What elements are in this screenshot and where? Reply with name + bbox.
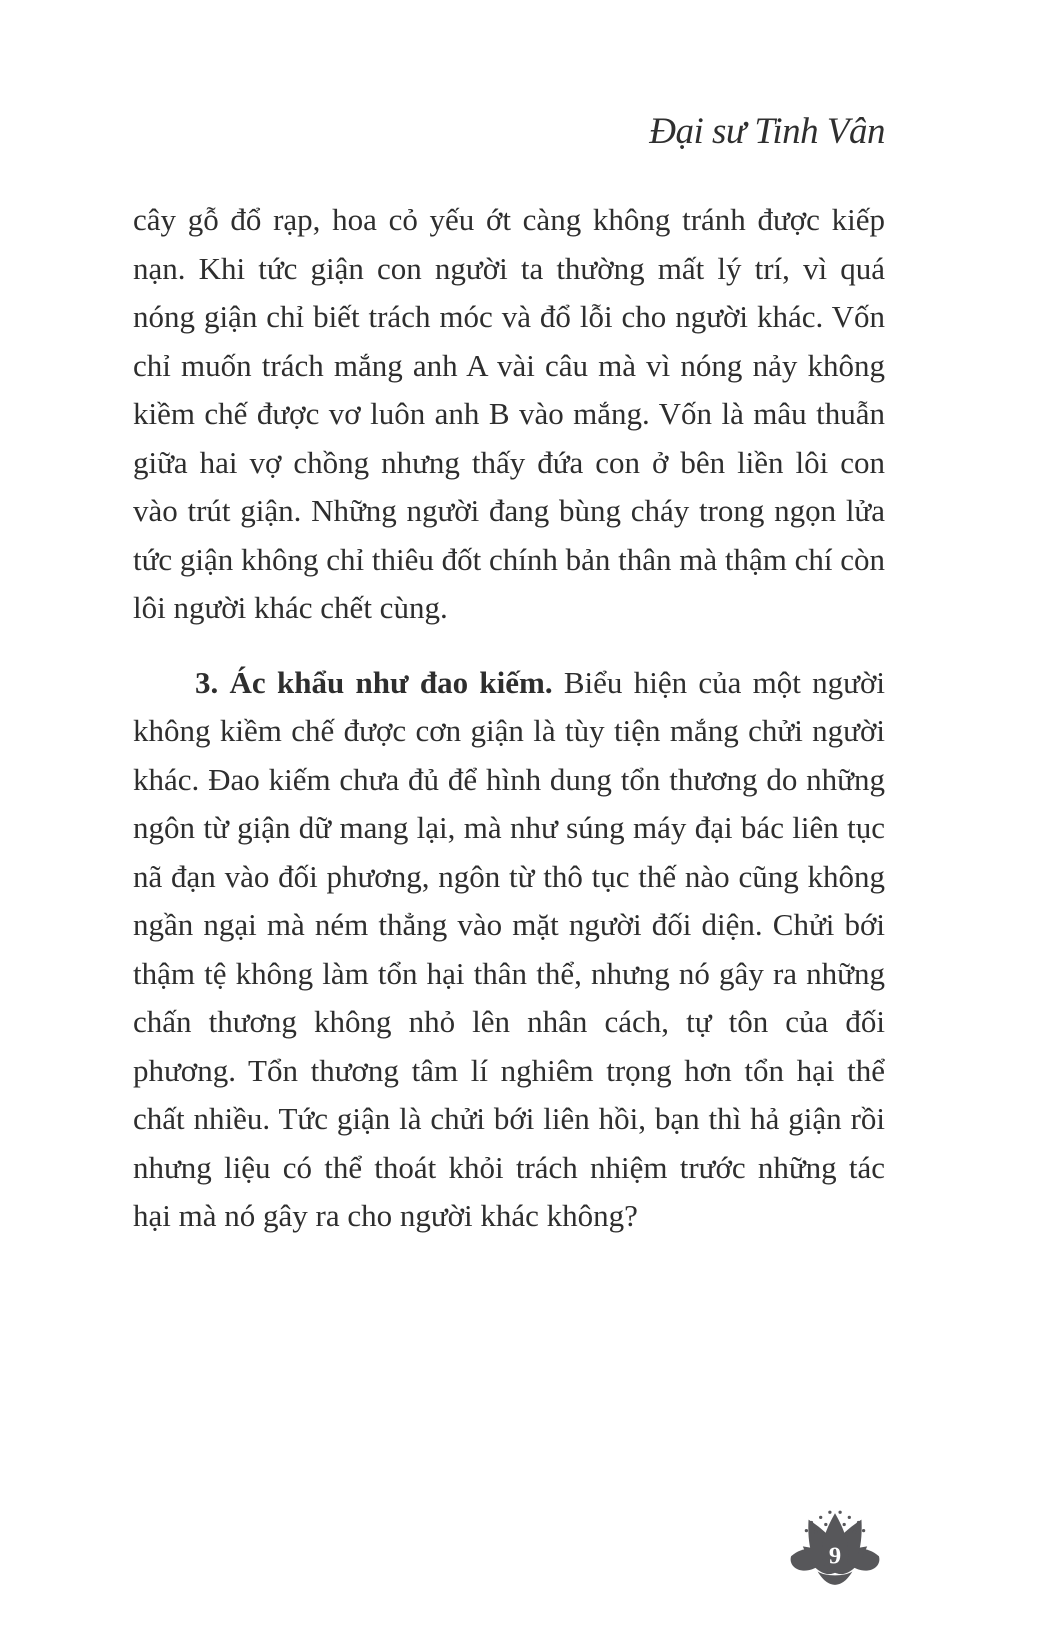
- paragraph: cây gỗ đổ rạp, hoa cỏ yếu ớt càng không tránh được kiếp nạn. Khi tức giận con người ta thường mất lý trí, vì quá nóng giận chỉ biết trách móc và đổ lỗi cho người khác. Vốn chỉ muốn trách mắng anh A vài câu mà vì nóng nảy không kiềm chế được vơ luôn anh B vào mắng. Vốn là mâu thuẫn giữa hai vợ chồng nhưng thấy đứa con ở bên liền lôi con vào trút giận. Những người đang bùng cháy trong ngọn lửa tức giận không chỉ thiêu đốt chính bản thân mà thậm chí còn lôi người khác chết cùng.: [133, 202, 886, 625]
- paragraph-text: Biểu hiện của một người không kiềm chế được cơn giận là tùy tiện mắng chửi người khác. Đao kiếm chưa đủ để hình dung tổn thương do những ngôn từ giận dữ mang lại, mà như súng máy đại bác liên tục nã đạn vào đối phương, ngôn từ thô tục thế nào cũng không ngần ngại mà ném thẳng vào mặt người đối diện. Chửi bới thậm tệ không làm tổn hại thân thể, nhưng nó gây ra những chấn thương không nhỏ lên nhân cách, tự tôn của đối phương. Tổn thương tâm lí nghiêm trọng hơn tổn hại thể chất nhiều. Tức giận là chửi bới liên hồi, bạn thì hả giận rồi nhưng liệu có thể thoát khỏi trách nhiệm trước những tác hại mà nó gây ra cho người khác không?: [133, 664, 885, 1233]
- running-header: Đại sư Tinh Vân: [649, 111, 885, 152]
- section-heading: 3. Ác khẩu như đao kiếm.: [195, 664, 553, 700]
- page-body: [133, 196, 885, 1241]
- page-number: 9: [828, 1542, 842, 1570]
- page-footer: [788, 1506, 882, 1586]
- paragraph: [133, 659, 885, 1241]
- lotus-icon: [788, 1506, 882, 1586]
